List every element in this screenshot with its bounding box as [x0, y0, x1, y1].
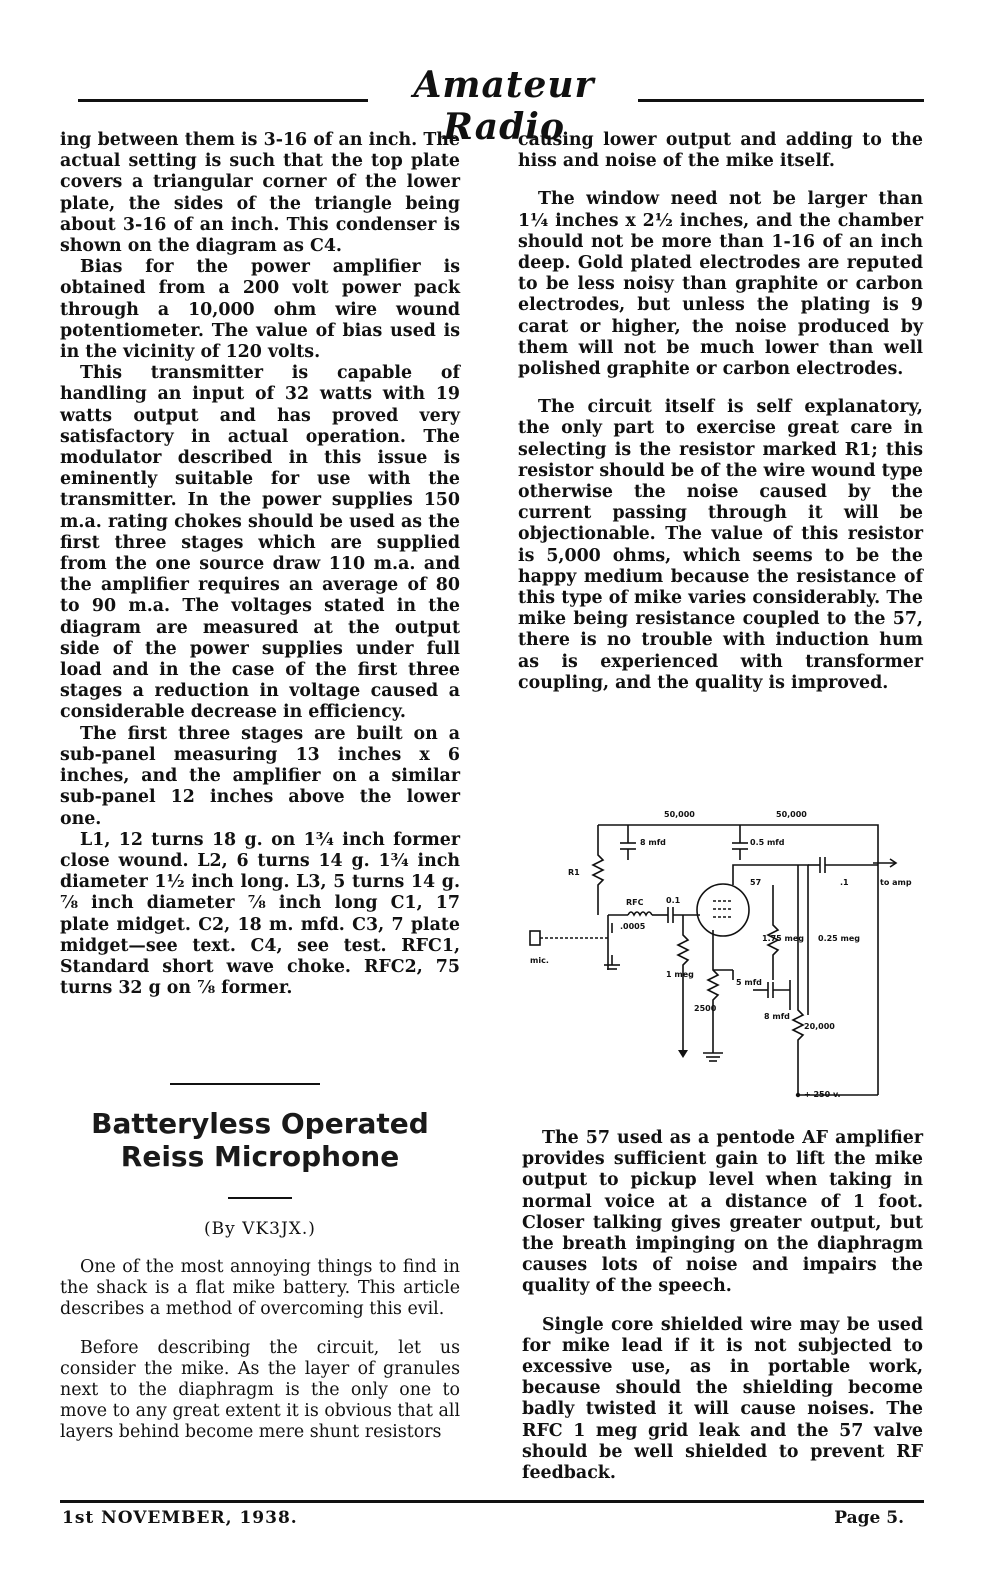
schematic-label: mic.	[530, 956, 549, 965]
schematic-label: 57	[750, 878, 762, 887]
left-paragraph: ing between them is 3-16 of an inch. The actual setting is such that the top plate covers a triangular corner of the lower plate, the sides of the triangle being about 3-16 of an inch. This condenser is shown on the diagram as C4.	[60, 130, 460, 257]
schematic-label: + 250 v.	[804, 1090, 841, 1099]
circuit-diagram	[528, 805, 918, 1105]
right-paragraph: Single core shielded wire may be used for mike lead if it is not subjected to excessive use, as in portable work, because should the shielding become badly twisted it will cause noises. The RFC 1 meg grid leak and the 57 valve should be well shielded to prevent RF feedback.	[522, 1314, 923, 1484]
schematic-label: to amp	[880, 878, 912, 887]
section-divider	[170, 1083, 320, 1085]
schematic-label: 0.5 mfd	[750, 838, 785, 847]
masthead-rule-left	[78, 99, 368, 102]
magazine-title: Amateur Radio	[413, 64, 595, 148]
article-body	[60, 1257, 460, 1444]
coil-specifications: L1, 12 turns 18 g. on 1¾ inch former close wound. L2, 6 turns 14 g. 1¾ inch diameter 1½ inch long. L3, 5 turns 14 g. ⅞ inch diameter ⅞ inch long C1, 17 plate midget. C2, 18 m. mfd. C3, 7 plate midget—see text. C4, see test. RFC1, Standard short wave choke. RFC2, 75 turns 32 g on ⅞ former.	[60, 829, 460, 999]
schematic-label: RFC	[626, 898, 644, 907]
article-byline: (By VK3JX.)	[204, 1219, 316, 1239]
left-paragraph: The first three stages are built on a sub-panel measuring 13 inches x 6 inches, and the amplifier on a similar sub-panel 12 inches above the lower one.	[60, 723, 460, 829]
article-paragraph: One of the most annoying things to find in the shack is a flat mike battery. This article describes a method of overcoming this evil.	[60, 1257, 460, 1320]
schematic-label: 1 meg	[666, 970, 694, 979]
schematic-label: 8 mfd	[640, 838, 666, 847]
right-column-bottom	[522, 1128, 923, 1484]
schematic-label: R1	[568, 868, 580, 877]
schematic-label: 8 mfd	[764, 1012, 790, 1021]
footer-rule	[60, 1500, 924, 1503]
schematic-label: 2500	[694, 1004, 717, 1013]
issue-date: 1st NOVEMBER, 1938.	[62, 1508, 298, 1528]
page-number: Page 5.	[834, 1508, 904, 1528]
article-paragraph: Before describing the circuit, let us consider the mike. As the layer of granules next to the diaphragm is the only one to move to any great extent it is obvious that all layers behind become mere shunt resistors	[60, 1337, 461, 1443]
schematic-label: 0.1	[666, 896, 681, 905]
schematic-label: 0.25 meg	[818, 934, 861, 943]
title-rule	[228, 1197, 292, 1199]
right-column-top	[518, 130, 923, 694]
schematic-label: 1.75 meg	[762, 934, 805, 943]
schematic-label: 5 mfd	[736, 978, 762, 987]
masthead-rule-right	[638, 99, 924, 102]
right-paragraph: causing lower output and adding to the hiss and noise of the mike itself.	[518, 130, 923, 172]
right-paragraph: The 57 used as a pentode AF amplifier provides sufficient gain to lift the mike output to pickup level when taking in normal voice at a distance of 1 foot. Closer talking gives greater output, but the breath impinging on the diaphragm causes lots of noise and impairs the quality of the speech.	[522, 1128, 923, 1297]
left-column	[60, 130, 460, 999]
schematic-label: 50,000	[776, 810, 807, 819]
left-paragraph: Bias for the power amplifier is obtained from a 200 volt power pack through a 10,000 ohm wire wound potentiometer. The value of bias used is in the vicinity of 120 volts.	[60, 257, 460, 363]
right-paragraph: The window need not be larger than 1¼ inches x 2½ inches, and the chamber should not be more than 1-16 of an inch deep. Gold plated electrodes are reputed to be less noisy than graphite or carbon electrodes, but unless the plating is 9 carat or higher, the noise produced by them will not be much lower than well polished graphite or carbon electrodes.	[518, 189, 923, 380]
schematic-label: 50,000	[664, 810, 695, 819]
masthead	[78, 62, 924, 148]
right-paragraph: The circuit itself is self explanatory, the only part to exercise great care in selecting is the resistor marked R1; this resistor should be of the wire wound type otherwise the noise caused by the current passing through it will be objectionable. The value of this resistor is 5,000 ohms, which seems to be the happy medium because the resistance of this type of mike varies considerably. The mike being resistance coupled to the 57, there is no trouble with induction hum as is experienced with transformer coupling, and the quality is improved.	[518, 397, 923, 693]
schematic-label: .1	[840, 878, 849, 887]
left-paragraph: This transmitter is capable of handling an input of 32 watts with 19 watts output and has proved very satisfactory in actual operation. The modulator described in this issue is eminently suitable for use with the transmitter. In the power supplies 150 m.a. rating chokes should be used as the first three stages which are supplied from the one source draw 110 m.a. and the amplifier requires an average of 80 to 90 m.a. The voltages stated in the diagram are measured at the output side of the power supplies under full load and in the case of the first three stages a reduction in voltage caused a considerable decrease in efficiency.	[60, 363, 460, 723]
schematic-label: 20,000	[804, 1022, 835, 1031]
schematic-label: .0005	[620, 922, 646, 931]
article-title: Batteryless Operated Reiss Microphone	[91, 1107, 429, 1173]
